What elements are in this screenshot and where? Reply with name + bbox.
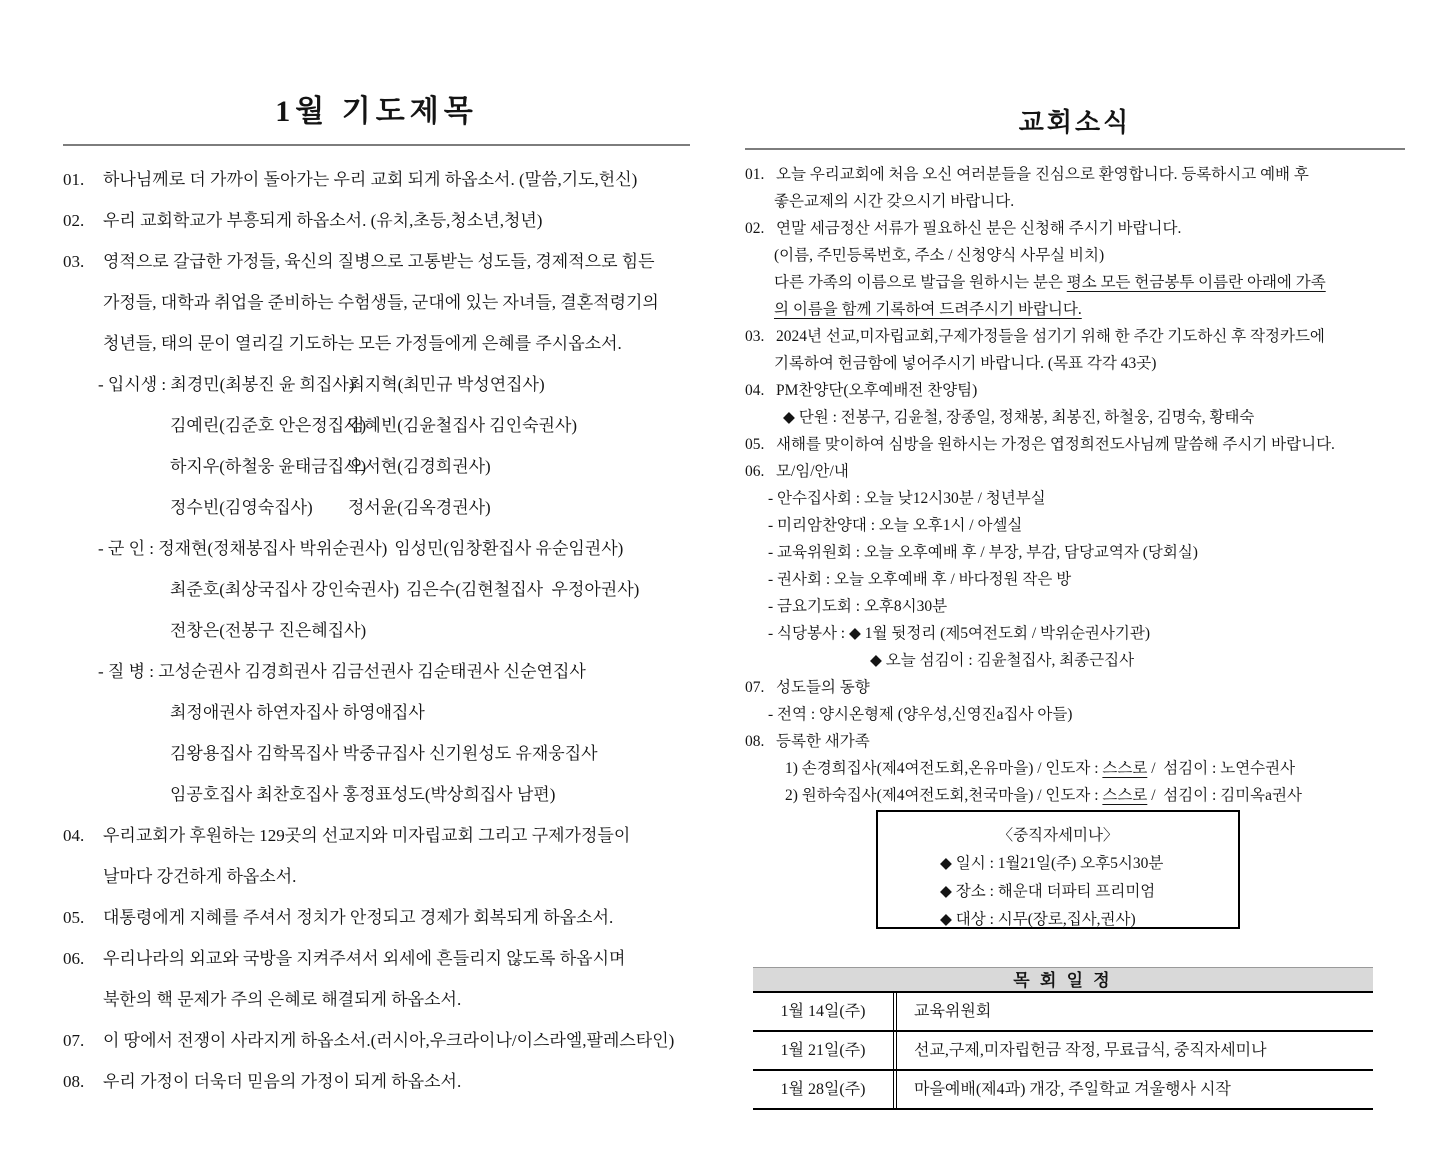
prayer-list — [63, 159, 690, 1102]
prayer-section — [63, 86, 690, 1102]
new-family-line — [745, 755, 1405, 782]
meeting-line: - 식당봉사 : ◆ 1월 뒷정리 (제5여전도회 / 박위순권사기관) — [768, 625, 1150, 642]
prayer-item-07 — [63, 1020, 690, 1061]
seminar-target: ◆ 대상 : 시무(장로,집사,권사) — [940, 911, 1136, 928]
meeting-line-cont: ◆ 오늘 섬김이 : 김윤철집사, 최종근집사 — [870, 652, 1135, 669]
news-item-01-cont: 좋은교제의 시간 갖으시기 바랍니다. — [774, 193, 1015, 210]
item-number: 05. — [745, 436, 765, 453]
roster-name: 김예린(김준호 안은정집사) — [170, 416, 367, 435]
meeting-line: - 금요기도회 : 오후8시30분 — [768, 598, 948, 615]
member-news-line: - 전역 : 양시온형제 (양우성,신영진a집사 아들) — [768, 706, 1073, 723]
prayer-title: 1월 기도제목 — [275, 95, 478, 128]
choir-members-line: ◆ 단원 : 전봉구, 김윤철, 장종일, 정채봉, 최봉진, 하철웅, 김명숙, 황태숙 — [783, 409, 1255, 426]
news-item-03-cont: 기록하여 헌금함에 넣어주시기 바랍니다. (목표 각각 43곳) — [774, 355, 1157, 372]
roster-name: 전창은(전봉구 진은혜집사) — [170, 621, 367, 640]
item-number: 06. — [63, 949, 85, 968]
item-text: 우리교회가 후원하는 129곳의 선교지와 미자립교회 그리고 구제가정들이 — [103, 826, 631, 845]
item-text: 모/임/안/내 — [776, 463, 849, 480]
prayer-item-03-cont: 청년들, 태의 문이 열리길 기도하는 모든 가정들에게 은혜를 주시옵소서. — [103, 334, 622, 353]
item-text: 성도들의 동향 — [776, 679, 870, 696]
roster-name: 최준호(최상국집사 강인숙권사) — [170, 580, 400, 599]
roster-sick-row: 김왕용집사 김학목집사 박중규집사 신기원성도 유재웅집사 — [170, 744, 598, 763]
seminar-place: ◆ 장소 : 해운대 더파티 프리미엄 — [940, 883, 1156, 900]
roster-name: 정서윤(김옥경권사) — [348, 498, 491, 517]
news-list — [745, 161, 1405, 809]
roster-name: 하지우(하철웅 윤태금집사) — [170, 457, 367, 476]
roster-name: 고성순권사 김경희권사 김금선권사 김순태권사 신순연집사 — [158, 662, 586, 681]
item-text: 대통령에게 지혜를 주셔서 정치가 안정되고 경제가 회복되게 하옵소서. — [103, 908, 614, 927]
underlined-text: 스스로 — [1102, 787, 1148, 804]
news-item-01 — [745, 161, 1405, 188]
roster-sick-row: 임공호집사 최찬호집사 홍정표성도(박상희집사 남편) — [170, 785, 556, 804]
prayer-item-03-cont: 가정들, 대학과 취업을 준비하는 수험생들, 군대에 있는 자녀들, 결혼적령기의 — [103, 293, 659, 312]
item-text: 2024년 선교,미자립교회,구제가정들을 섬기기 위해 한 주간 기도하신 후 작정카드에 — [776, 328, 1325, 345]
roster-exam-students — [63, 364, 690, 405]
prayer-item-01 — [63, 159, 690, 200]
item-number: 02. — [745, 220, 765, 237]
roster-sick — [63, 651, 690, 692]
item-number: 03. — [63, 252, 85, 271]
news-item-02-cont: (이름, 주민등록번호, 주소 / 신청양식 사무실 비치) — [774, 247, 1105, 264]
item-text: 1) 손경희집사(제4여전도회,온유마을) / 인도자 : — [785, 760, 1103, 777]
schedule-table-header: 목 회 일 정 — [753, 967, 1373, 993]
roster-label: - 질 병 : — [98, 662, 159, 681]
roster-name: 정재현(정채봉집사 박위순권사) — [158, 539, 388, 558]
underlined-text: 스스로 — [1102, 760, 1148, 777]
item-text: 연말 세금정산 서류가 필요하신 분은 신청해 주시기 바랍니다. — [776, 220, 1182, 237]
news-item-05 — [745, 431, 1405, 458]
prayer-title-rule — [63, 144, 690, 146]
table-row — [753, 1032, 1373, 1071]
item-text: 우리나라의 외교와 국방을 지켜주셔서 외세에 흔들리지 않도록 하옵시며 — [103, 949, 626, 968]
item-text: 새해를 맞이하여 심방을 원하시는 가정은 엽정희전도사님께 말씀해 주시기 바랍니다. — [776, 436, 1335, 453]
seminar-box — [876, 810, 1240, 929]
item-text: 영적으로 갈급한 가정들, 육신의 질병으로 고통받는 성도들, 경제적으로 힘든 — [103, 252, 655, 271]
item-text: 오늘 우리교회에 처음 오신 여러분들을 진심으로 환영합니다. 등록하시고 예배 후 — [776, 166, 1309, 183]
seminar-datetime: ◆ 일시 : 1월21일(주) 오후5시30분 — [940, 855, 1164, 872]
schedule-table — [753, 967, 1373, 1110]
roster-soldiers-row — [63, 610, 690, 651]
item-text: 2) 원하숙집사(제4여전도회,천국마을) / 인도자 : — [785, 787, 1103, 804]
meeting-line: - 권사회 : 오늘 오후예배 후 / 바다정원 작은 방 — [768, 571, 1072, 588]
roster-soldiers-row — [63, 569, 690, 610]
item-number: 04. — [745, 382, 765, 399]
news-item-02 — [745, 215, 1405, 242]
prayer-item-04 — [63, 815, 690, 856]
news-title-rule — [745, 148, 1405, 150]
item-text: 이 땅에서 전쟁이 사라지게 하옵소서.(러시아,우크라이나/이스라엘,팔레스타인) — [103, 1031, 675, 1050]
item-number: 02. — [63, 211, 85, 230]
item-number: 06. — [745, 463, 765, 480]
news-item-08 — [745, 728, 1405, 755]
roster-name: 김혜빈(김윤철집사 김인숙권사) — [348, 416, 578, 435]
meeting-line: - 미리암찬양대 : 오늘 오후1시 / 아셀실 — [768, 517, 1023, 534]
news-item-03 — [745, 323, 1405, 350]
roster-exam-students-row — [63, 446, 690, 487]
roster-label: - 군 인 : — [98, 539, 159, 558]
schedule-date: 1월 21일(주) — [780, 1042, 866, 1059]
item-number: 03. — [745, 328, 765, 345]
item-text: 하나님께로 더 가까이 돌아가는 우리 교회 되게 하옵소서. (말씀,기도,헌신) — [103, 170, 638, 189]
schedule-desc: 마을예배(제4과) 개강, 주일학교 겨울행사 시작 — [893, 1071, 1373, 1108]
roster-label: - 입시생 : — [98, 375, 171, 394]
meeting-line: - 안수집사회 : 오늘 낮12시30분 / 청년부실 — [768, 490, 1046, 507]
item-number: 01. — [745, 166, 765, 183]
item-text: 등록한 새가족 — [776, 733, 870, 750]
roster-name: 임성민(임창환집사 유순임권사) — [394, 539, 624, 558]
news-item-04 — [745, 377, 1405, 404]
news-item-06 — [745, 458, 1405, 485]
prayer-item-02 — [63, 200, 690, 241]
item-number: 08. — [745, 733, 765, 750]
roster-name: 최경민(최봉진 윤 희집사) — [170, 375, 355, 394]
roster-exam-students-row — [63, 487, 690, 528]
item-text: 다른 가족의 이름으로 발급을 원하시는 분은 — [774, 274, 1067, 291]
news-item-02-cont — [745, 269, 1405, 296]
meeting-line: - 교육위원회 : 오늘 오후예배 후 / 부장, 부감, 담당교역자 (당회실) — [768, 544, 1198, 561]
item-number: 07. — [63, 1031, 85, 1050]
item-text: 우리 교회학교가 부흥되게 하옵소서. (유치,초등,청소년,청년) — [103, 211, 543, 230]
schedule-desc: 교육위원회 — [893, 993, 1373, 1030]
table-row — [753, 993, 1373, 1032]
schedule-desc: 선교,구제,미자립헌금 작정, 무료급식, 중직자세미나 — [893, 1032, 1373, 1069]
table-row — [753, 1071, 1373, 1110]
item-text: PM찬양단(오후예배전 찬양팀) — [776, 382, 978, 399]
prayer-item-08 — [63, 1061, 690, 1102]
prayer-item-06-cont: 북한의 핵 문제가 주의 은혜로 해결되게 하옵소서. — [103, 990, 462, 1009]
item-number: 05. — [63, 908, 85, 927]
item-text: / 섬김이 : 김미옥a권사 — [1147, 787, 1302, 804]
roster-soldiers — [63, 528, 690, 569]
prayer-item-03 — [63, 241, 690, 282]
item-text: 우리 가정이 더욱더 믿음의 가정이 되게 하옵소서. — [103, 1072, 462, 1091]
roster-name: 정수빈(김영숙집사) — [170, 498, 313, 517]
seminar-title: 〈중직자세미나〉 — [997, 827, 1119, 844]
prayer-item-06 — [63, 938, 690, 979]
roster-sick-row: 최정애권사 하연자집사 하영애집사 — [170, 703, 425, 722]
roster-name: 최지혁(최민규 박성연집사) — [348, 375, 545, 394]
underlined-text: 의 이름을 함께 기록하여 드려주시기 바랍니다. — [774, 301, 1082, 318]
item-number: 07. — [745, 679, 765, 696]
underlined-text: 평소 모든 헌금봉투 이름란 아래에 가족 — [1066, 274, 1326, 291]
news-item-07 — [745, 674, 1405, 701]
item-text: / 섬김이 : 노연수권사 — [1147, 760, 1296, 777]
schedule-date: 1월 14일(주) — [780, 1003, 866, 1020]
item-number: 01. — [63, 170, 85, 189]
news-section — [745, 102, 1405, 809]
new-family-line — [745, 782, 1405, 809]
roster-name: 김은수(김현철집사 우정아권사) — [406, 580, 640, 599]
item-number: 04. — [63, 826, 85, 845]
roster-exam-students-row — [63, 405, 690, 446]
prayer-item-04-cont: 날마다 강건하게 하옵소서. — [103, 867, 297, 886]
roster-name: 오서현(김경희권사) — [348, 457, 491, 476]
schedule-date: 1월 28일(주) — [780, 1081, 866, 1098]
prayer-item-05 — [63, 897, 690, 938]
item-number: 08. — [63, 1072, 85, 1091]
news-title: 교회소식 — [1018, 108, 1132, 137]
news-item-02-cont — [745, 296, 1405, 323]
